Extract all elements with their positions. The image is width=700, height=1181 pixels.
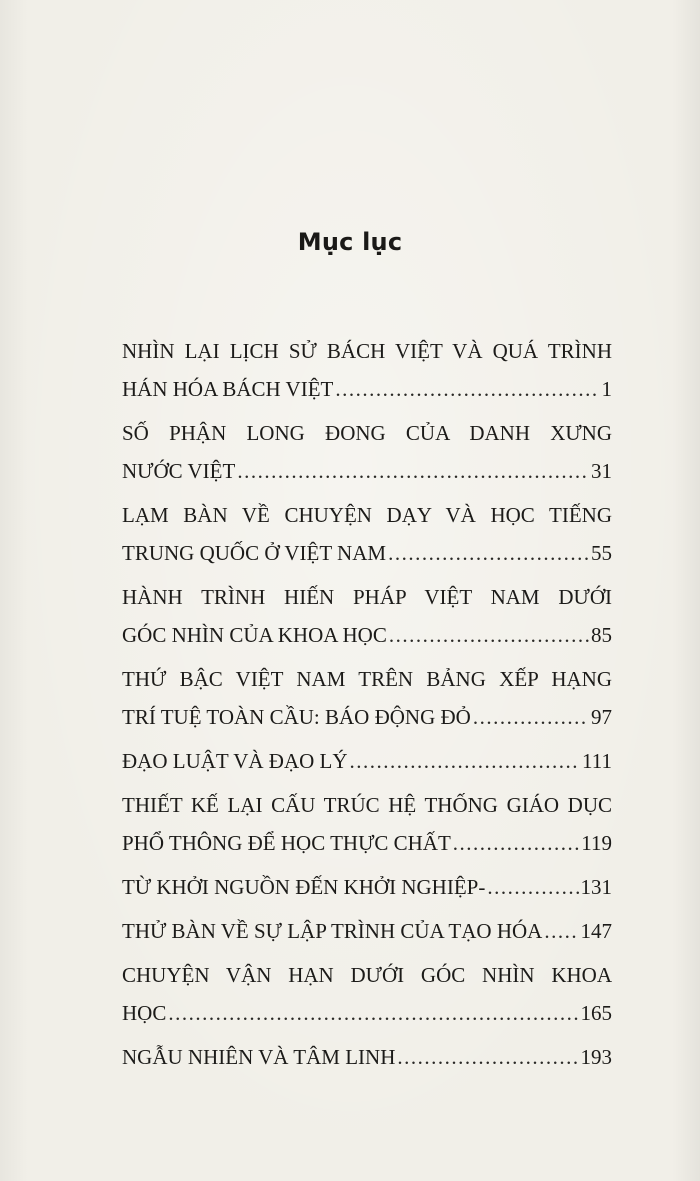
toc-entry-title-line: HÀNH TRÌNH HIẾN PHÁP VIỆT NAM DƯỚI — [122, 585, 612, 609]
toc-page-number: 85 — [591, 623, 612, 647]
toc-entry-last-line — [122, 994, 612, 1032]
toc-entry-title-line: SỐ PHẬN LONG ĐONG CỦA DANH XƯNG — [122, 421, 612, 445]
toc-entry-last-line — [122, 742, 612, 780]
toc-entry-title-line: PHỔ THÔNG ĐỂ HỌC THỰC CHẤT — [122, 831, 451, 855]
toc-entry-title-line: CHUYỆN VẬN HẠN DƯỚI GÓC NHÌN KHOA — [122, 963, 612, 987]
toc-entry — [122, 956, 612, 1032]
dot-leader — [544, 912, 578, 950]
page-title: Mục lục — [297, 228, 403, 256]
toc-page-number: 55 — [591, 541, 612, 565]
dot-leader — [397, 1038, 578, 1076]
toc-entry-title-line: LẠM BÀN VỀ CHUYỆN DẠY VÀ HỌC TIẾNG — [122, 503, 612, 527]
toc-entry-title-line: NHÌN LẠI LỊCH SỬ BÁCH VIỆT VÀ QUÁ TRÌNH — [122, 339, 612, 363]
toc-entry-last-line — [122, 868, 612, 906]
toc-entry-last-line — [122, 1038, 612, 1076]
toc-entry-title-line: GÓC NHÌN CỦA KHOA HỌC — [122, 623, 387, 647]
dot-leader — [473, 698, 589, 736]
toc-page-number: 1 — [601, 377, 612, 401]
toc-entry — [122, 332, 612, 408]
toc-entry-last-line — [122, 616, 612, 654]
toc-entry — [122, 578, 612, 654]
toc-entry-title-line: THIẾT KẾ LẠI CẤU TRÚC HỆ THỐNG GIÁO DỤC — [122, 793, 612, 817]
toc-entry-title-line: TRUNG QUỐC Ở VIỆT NAM — [122, 541, 387, 565]
toc-entry-title-line: TRÍ TUỆ TOÀN CẦU: BÁO ĐỘNG ĐỎ — [122, 705, 471, 729]
toc-entry-title-line: ĐẠO LUẬT VÀ ĐẠO LÝ — [122, 749, 348, 773]
table-of-contents — [122, 332, 612, 1076]
toc-page-number: 193 — [580, 1045, 612, 1069]
toc-entry — [122, 912, 612, 950]
toc-entry-title-line: THỬ BÀN VỀ SỰ LẬP TRÌNH CỦA TẠO HÓA — [122, 919, 543, 943]
dot-leader — [350, 742, 581, 780]
toc-page-number: 31 — [591, 459, 612, 483]
toc-entry-last-line — [122, 698, 612, 736]
dot-leader — [389, 616, 589, 654]
dot-leader — [168, 994, 578, 1032]
toc-entry-title-line: TỪ KHỞI NGUỒN ĐẾN KHỞI NGHIỆP- — [122, 875, 486, 899]
dot-leader — [335, 370, 599, 408]
toc-entry-last-line — [122, 824, 612, 862]
toc-entry-title-line: NƯỚC VIỆT — [122, 459, 236, 483]
toc-page-number: 111 — [582, 749, 612, 773]
toc-entry-last-line — [122, 912, 612, 950]
toc-entry-title-line: HỌC — [122, 1001, 167, 1025]
toc-entry — [122, 868, 612, 906]
toc-entry — [122, 1038, 612, 1076]
dot-leader — [237, 452, 589, 490]
toc-page-number: 147 — [580, 919, 612, 943]
dot-leader — [487, 868, 578, 906]
toc-page-number: 131 — [580, 875, 612, 899]
toc-page-number: 97 — [591, 705, 612, 729]
dot-leader — [388, 534, 589, 572]
toc-page-number: 119 — [581, 831, 612, 855]
toc-entry-last-line — [122, 370, 612, 408]
toc-page-number: 165 — [580, 1001, 612, 1025]
toc-entry-title-line: NGẪU NHIÊN VÀ TÂM LINH — [122, 1045, 396, 1069]
dot-leader — [453, 824, 579, 862]
toc-entry — [122, 414, 612, 490]
toc-entry-last-line — [122, 452, 612, 490]
toc-entry — [122, 660, 612, 736]
toc-entry — [122, 742, 612, 780]
toc-entry-title-line: HÁN HÓA BÁCH VIỆT — [122, 377, 334, 401]
toc-entry-last-line — [122, 534, 612, 572]
toc-entry-title-line: THỨ BẬC VIỆT NAM TRÊN BẢNG XẾP HẠNG — [122, 667, 612, 691]
toc-entry — [122, 786, 612, 862]
toc-entry — [122, 496, 612, 572]
